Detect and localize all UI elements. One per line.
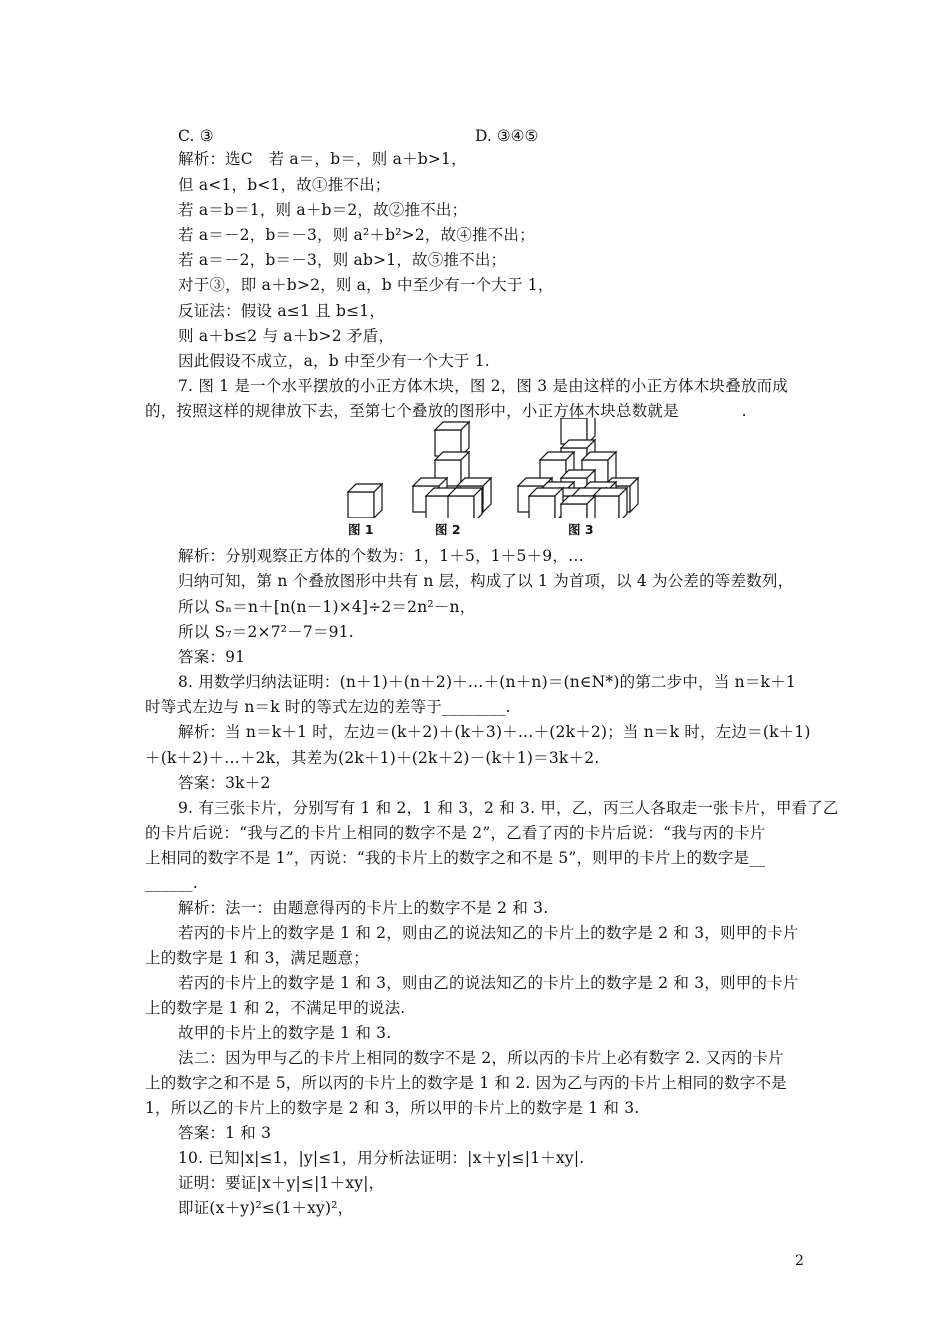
question-9: 9. 有三张卡片，分别写有 1 和 2，1 和 3，2 和 3. 甲，乙，丙三人各取走一张卡片，甲看了乙 xyxy=(178,799,839,817)
figure-1-caption: 图 1 xyxy=(348,522,374,537)
text-line: 解析：法一：由题意得丙的卡片上的数字不是 2 和 3. xyxy=(178,899,549,917)
option-c: C. ③ xyxy=(178,127,214,145)
text-line: 证明：要证|x＋y|≤|1＋xy|， xyxy=(178,1174,385,1192)
text-line: 上的数字是 1 和 2，不满足甲的说法. xyxy=(145,999,406,1017)
option-d: D. ③④⑤ xyxy=(475,127,539,145)
page-number: 2 xyxy=(795,1253,804,1269)
text-line: 因此假设不成立，a，b 中至少有一个大于 1. xyxy=(178,352,490,370)
text-line: 上的数字是 1 和 3，满足题意； xyxy=(145,949,369,967)
question-7: 7. 图 1 是一个水平摆放的小正方体木块，图 2，图 3 是由这样的小正方体木块叠放而成 xyxy=(178,377,788,395)
text-line: 则 a＋b≤2 与 a＋b>2 矛盾， xyxy=(178,327,395,345)
figure-3-caption: 图 3 xyxy=(568,522,594,537)
text-line: 1，所以乙的卡片上的数字是 2 和 3，所以甲的卡片上的数字是 1 和 3. xyxy=(145,1099,640,1117)
text-line: 解析：分别观察正方体的个数为：1，1＋5，1＋5＋9，… xyxy=(178,547,584,565)
text-line: 的，按照这样的规律放下去，至第七个叠放的图形中，小正方体木块总数就是 . xyxy=(145,402,747,420)
text-line: 若丙的卡片上的数字是 1 和 2，则由乙的说法知乙的卡片上的数字是 2 和 3，则甲的卡片 xyxy=(178,924,799,942)
text-line: 对于③，即 a＋b>2，则 a，b 中至少有一个大于 1， xyxy=(178,276,554,294)
text-line: 故甲的卡片上的数字是 1 和 3. xyxy=(178,1024,392,1042)
cube-stacking-figure xyxy=(340,418,640,543)
figure-2-caption: 图 2 xyxy=(435,522,461,537)
text-line: 若丙的卡片上的数字是 1 和 3，则由乙的说法知乙的卡片上的数字是 2 和 3，则甲的卡片 xyxy=(178,974,799,992)
text-line: 解析：选C 若 a＝，b＝，则 a＋b>1， xyxy=(178,150,467,168)
text-line: 即证(x＋y)²≤(1＋xy)²， xyxy=(178,1199,354,1217)
answer-7: 答案：91 xyxy=(178,648,246,666)
text-line: 所以 S₇＝2×7²－7＝91. xyxy=(178,623,354,641)
answer-9: 答案：1 和 3 xyxy=(178,1124,272,1142)
text-line: ______. xyxy=(145,874,198,892)
text-line: ＋(k＋2)＋…＋2k，其差为(2k＋1)＋(2k＋2)－(k＋1)＝3k＋2. xyxy=(145,749,600,767)
cube-diagram xyxy=(340,418,640,518)
text-line: 若 a＝b＝1，则 a＋b＝2，故②推不出； xyxy=(178,201,468,219)
text-line: 反证法：假设 a≤1 且 b≤1， xyxy=(178,302,386,320)
text-line: 时等式左边与 n＝k 时的等式左边的差等于________. xyxy=(145,698,511,716)
text-line: 法二：因为甲与乙的卡片上相同的数字不是 2，所以丙的卡片上必有数字 2. 又丙的卡片 xyxy=(178,1049,784,1067)
text-line: 的卡片后说：“我与乙的卡片上相同的数字不是 2”，乙看了丙的卡片后说：“我与丙的卡片 xyxy=(145,824,766,842)
question-8: 8. 用数学归纳法证明：(n＋1)＋(n＋2)＋…＋(n＋n)＝(n∈N*)的第二步中，当 n＝k＋1 xyxy=(178,673,796,691)
text-line: 上的数字之和不是 5，所以丙的卡片上的数字是 1 和 2. 因为乙与丙的卡片上相同的数字不是 xyxy=(145,1074,787,1092)
text-line: 若 a＝－2，b＝－3，则 ab>1，故⑤推不出； xyxy=(178,251,507,269)
text-line: 归纳可知，第 n 个叠放图形中共有 n 层，构成了以 1 为首项，以 4 为公差的等差数列， xyxy=(178,572,794,590)
text-line: 但 a<1，b<1，故①推不出； xyxy=(178,176,391,194)
text-line: 解析：当 n＝k＋1 时，左边＝(k＋2)＋(k＋3)＋…＋(2k＋2)；当 n＝k 时，左边＝(k＋1) xyxy=(178,723,811,741)
text-line: 上相同的数字不是 1”，丙说：“我的卡片上的数字之和不是 5”，则甲的卡片上的数字是__ xyxy=(145,849,766,867)
answer-8: 答案：3k＋2 xyxy=(178,774,271,792)
question-10: 10. 已知|x|≤1，|y|≤1，用分析法证明：|x＋y|≤|1＋xy|. xyxy=(178,1149,585,1167)
text-line: 所以 Sₙ＝n＋[n(n－1)×4]÷2＝2n²－n， xyxy=(178,598,476,616)
text-line: 若 a＝－2，b＝－3，则 a²＋b²>2，故④推不出； xyxy=(178,226,535,244)
